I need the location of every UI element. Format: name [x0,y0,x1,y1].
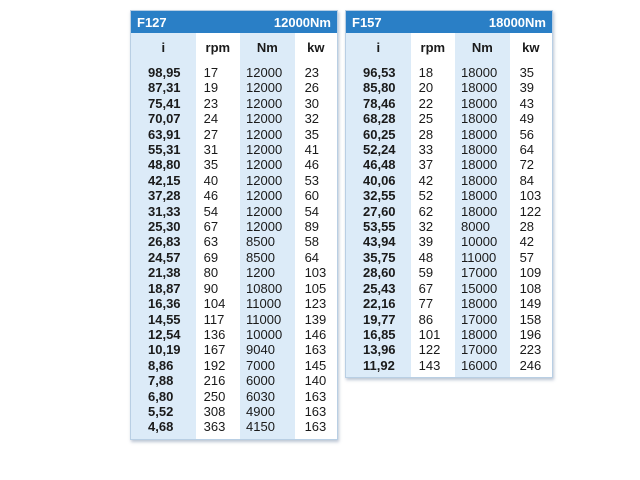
table-row [346,188,552,203]
torque-cell: 12000 [240,96,295,111]
torque-cell: 18000 [455,157,510,172]
torque-cell: 17000 [455,312,510,327]
torque-cell: 10000 [455,234,510,249]
power-cell: 158 [510,312,552,327]
ratio-cell: 60,25 [346,127,411,142]
column-header-rpm: rpm [196,33,240,61]
ratio-cell: 27,60 [346,204,411,219]
table-row [131,265,337,280]
table-row [131,419,337,438]
ratio-cell: 7,88 [131,373,196,388]
table-row [346,219,552,234]
rpm-cell: 167 [196,342,240,357]
torque-cell: 17000 [455,342,510,357]
ratio-cell: 53,55 [346,219,411,234]
table-row [131,80,337,95]
power-cell: 84 [510,173,552,188]
column-header-torque: Nm [455,33,510,61]
table-row [346,358,552,377]
ratio-cell: 78,46 [346,96,411,111]
ratio-cell: 18,87 [131,281,196,296]
table-row [346,265,552,280]
table-row [131,389,337,404]
power-cell: 30 [295,96,337,111]
ratio-cell: 75,41 [131,96,196,111]
ratio-cell: 10,19 [131,342,196,357]
column-header-ratio: i [346,33,411,61]
table-row [131,342,337,357]
max-torque: 12000Nm [273,14,331,30]
column-header-ratio: i [131,33,196,61]
power-cell: 42 [510,234,552,249]
column-header-torque: Nm [240,33,295,61]
torque-cell: 12000 [240,127,295,142]
power-cell: 46 [295,157,337,172]
rpm-cell: 62 [411,204,455,219]
rpm-cell: 90 [196,281,240,296]
power-cell: 146 [295,327,337,342]
rpm-cell: 192 [196,358,240,373]
table-row [346,127,552,142]
power-cell: 64 [510,142,552,157]
ratio-cell: 42,15 [131,173,196,188]
panel-header [346,11,552,33]
power-cell: 64 [295,250,337,265]
table-row [346,173,552,188]
table-row [346,234,552,249]
table-row [346,327,552,342]
ratio-cell: 28,60 [346,265,411,280]
torque-cell: 10800 [240,281,295,296]
torque-cell: 9040 [240,342,295,357]
power-cell: 56 [510,127,552,142]
torque-cell: 12000 [240,61,295,80]
ratio-cell: 5,52 [131,404,196,419]
ratio-cell: 31,33 [131,204,196,219]
ratio-cell: 55,31 [131,142,196,157]
power-cell: 53 [295,173,337,188]
ratio-cell: 96,53 [346,61,411,80]
rpm-cell: 59 [411,265,455,280]
torque-cell: 4900 [240,404,295,419]
table-row [131,204,337,219]
rpm-cell: 63 [196,234,240,249]
rpm-cell: 19 [196,80,240,95]
power-cell: 123 [295,296,337,311]
rpm-cell: 80 [196,265,240,280]
table-row [346,80,552,95]
torque-cell: 18000 [455,296,510,311]
ratio-cell: 52,24 [346,142,411,157]
table-row [131,234,337,249]
ratio-cell: 16,36 [131,296,196,311]
power-cell: 109 [510,265,552,280]
rpm-cell: 216 [196,373,240,388]
torque-cell: 16000 [455,358,510,377]
rpm-cell: 22 [411,96,455,111]
table-row [131,173,337,188]
power-cell: 49 [510,111,552,126]
table-row [346,250,552,265]
table-row [131,127,337,142]
power-cell: 28 [510,219,552,234]
torque-cell: 6030 [240,389,295,404]
torque-cell: 8500 [240,250,295,265]
torque-cell: 6000 [240,373,295,388]
ratio-cell: 63,91 [131,127,196,142]
panel-f127 [130,10,338,440]
torque-cell: 18000 [455,204,510,219]
torque-cell: 12000 [240,173,295,188]
table-row [346,281,552,296]
power-cell: 32 [295,111,337,126]
table-row [346,342,552,357]
table-row [131,142,337,157]
power-cell: 108 [510,281,552,296]
torque-cell: 17000 [455,265,510,280]
ratio-cell: 13,96 [346,342,411,357]
rpm-cell: 54 [196,204,240,219]
table-row [346,312,552,327]
rpm-cell: 104 [196,296,240,311]
power-cell: 163 [295,404,337,419]
table-row [346,111,552,126]
ratio-cell: 12,54 [131,327,196,342]
power-cell: 163 [295,342,337,357]
power-cell: 54 [295,204,337,219]
power-cell: 89 [295,219,337,234]
rpm-cell: 250 [196,389,240,404]
ratio-cell: 4,68 [131,419,196,438]
gear-ratio-table [346,33,552,377]
power-cell: 60 [295,188,337,203]
torque-cell: 18000 [455,127,510,142]
column-header-power: kw [510,33,552,61]
torque-cell: 18000 [455,188,510,203]
torque-cell: 12000 [240,80,295,95]
model-name: F157 [352,14,382,30]
torque-cell: 18000 [455,173,510,188]
table-row [131,188,337,203]
torque-cell: 18000 [455,61,510,80]
torque-cell: 12000 [240,111,295,126]
ratio-cell: 32,55 [346,188,411,203]
table-row [131,250,337,265]
torque-cell: 15000 [455,281,510,296]
rpm-cell: 143 [411,358,455,377]
rpm-cell: 67 [196,219,240,234]
rpm-cell: 52 [411,188,455,203]
table-row [131,296,337,311]
panel-f157 [345,10,553,378]
rpm-cell: 33 [411,142,455,157]
ratio-cell: 8,86 [131,358,196,373]
torque-cell: 8000 [455,219,510,234]
table-row [131,219,337,234]
table-row [346,157,552,172]
ratio-cell: 11,92 [346,358,411,377]
torque-cell: 11000 [240,312,295,327]
rpm-cell: 23 [196,96,240,111]
ratio-cell: 46,48 [346,157,411,172]
rpm-cell: 86 [411,312,455,327]
power-cell: 23 [295,61,337,80]
ratio-cell: 70,07 [131,111,196,126]
table-row [131,358,337,373]
torque-cell: 7000 [240,358,295,373]
rpm-cell: 69 [196,250,240,265]
torque-cell: 12000 [240,204,295,219]
table-header-row [131,33,337,61]
ratio-cell: 68,28 [346,111,411,126]
model-name: F127 [137,14,167,30]
ratio-cell: 24,57 [131,250,196,265]
rpm-cell: 48 [411,250,455,265]
rpm-cell: 17 [196,61,240,80]
rpm-cell: 42 [411,173,455,188]
ratio-cell: 43,94 [346,234,411,249]
rpm-cell: 18 [411,61,455,80]
rpm-cell: 25 [411,111,455,126]
ratio-cell: 16,85 [346,327,411,342]
table-row [346,296,552,311]
ratio-cell: 22,16 [346,296,411,311]
rpm-cell: 117 [196,312,240,327]
power-cell: 43 [510,96,552,111]
table-row [346,204,552,219]
torque-cell: 18000 [455,142,510,157]
power-cell: 163 [295,389,337,404]
power-cell: 223 [510,342,552,357]
table-row [346,96,552,111]
ratio-cell: 19,77 [346,312,411,327]
ratio-cell: 21,38 [131,265,196,280]
ratio-cell: 40,06 [346,173,411,188]
rpm-cell: 32 [411,219,455,234]
rpm-cell: 122 [411,342,455,357]
table-row [131,281,337,296]
rpm-cell: 40 [196,173,240,188]
torque-cell: 12000 [240,219,295,234]
ratio-cell: 98,95 [131,61,196,80]
power-cell: 72 [510,157,552,172]
torque-cell: 1200 [240,265,295,280]
torque-cell: 18000 [455,327,510,342]
rpm-cell: 20 [411,80,455,95]
table-row [346,142,552,157]
max-torque: 18000Nm [488,14,546,30]
power-cell: 35 [295,127,337,142]
power-cell: 149 [510,296,552,311]
column-header-rpm: rpm [411,33,455,61]
table-row [346,61,552,80]
table-row [131,96,337,111]
rpm-cell: 28 [411,127,455,142]
rpm-cell: 24 [196,111,240,126]
rpm-cell: 363 [196,419,240,438]
torque-cell: 4150 [240,419,295,438]
table-row [131,157,337,172]
rpm-cell: 77 [411,296,455,311]
rpm-cell: 27 [196,127,240,142]
table-row [131,327,337,342]
torque-cell: 11000 [240,296,295,311]
torque-cell: 18000 [455,80,510,95]
ratio-cell: 26,83 [131,234,196,249]
ratio-cell: 25,43 [346,281,411,296]
power-cell: 103 [510,188,552,203]
torque-cell: 10000 [240,327,295,342]
ratio-cell: 25,30 [131,219,196,234]
torque-cell: 11000 [455,250,510,265]
power-cell: 35 [510,61,552,80]
ratio-cell: 87,31 [131,80,196,95]
rpm-cell: 67 [411,281,455,296]
table-row [131,111,337,126]
rpm-cell: 308 [196,404,240,419]
power-cell: 246 [510,358,552,377]
table-header-row [346,33,552,61]
ratio-cell: 35,75 [346,250,411,265]
rpm-cell: 46 [196,188,240,203]
torque-cell: 18000 [455,96,510,111]
power-cell: 103 [295,265,337,280]
power-cell: 163 [295,419,337,438]
ratio-cell: 85,80 [346,80,411,95]
power-cell: 26 [295,80,337,95]
torque-cell: 12000 [240,188,295,203]
rpm-cell: 35 [196,157,240,172]
gear-ratio-table [131,33,337,439]
power-cell: 139 [295,312,337,327]
column-header-power: kw [295,33,337,61]
torque-cell: 18000 [455,111,510,126]
rpm-cell: 37 [411,157,455,172]
ratio-cell: 6,80 [131,389,196,404]
table-row [131,61,337,80]
table-row [131,404,337,419]
torque-cell: 12000 [240,142,295,157]
panel-header [131,11,337,33]
power-cell: 122 [510,204,552,219]
power-cell: 41 [295,142,337,157]
torque-cell: 8500 [240,234,295,249]
rpm-cell: 39 [411,234,455,249]
power-cell: 58 [295,234,337,249]
rpm-cell: 136 [196,327,240,342]
power-cell: 145 [295,358,337,373]
ratio-cell: 37,28 [131,188,196,203]
power-cell: 140 [295,373,337,388]
table-row [131,373,337,388]
power-cell: 105 [295,281,337,296]
rpm-cell: 101 [411,327,455,342]
power-cell: 57 [510,250,552,265]
ratio-cell: 48,80 [131,157,196,172]
table-row [131,312,337,327]
ratio-cell: 14,55 [131,312,196,327]
power-cell: 196 [510,327,552,342]
power-cell: 39 [510,80,552,95]
rpm-cell: 31 [196,142,240,157]
torque-cell: 12000 [240,157,295,172]
